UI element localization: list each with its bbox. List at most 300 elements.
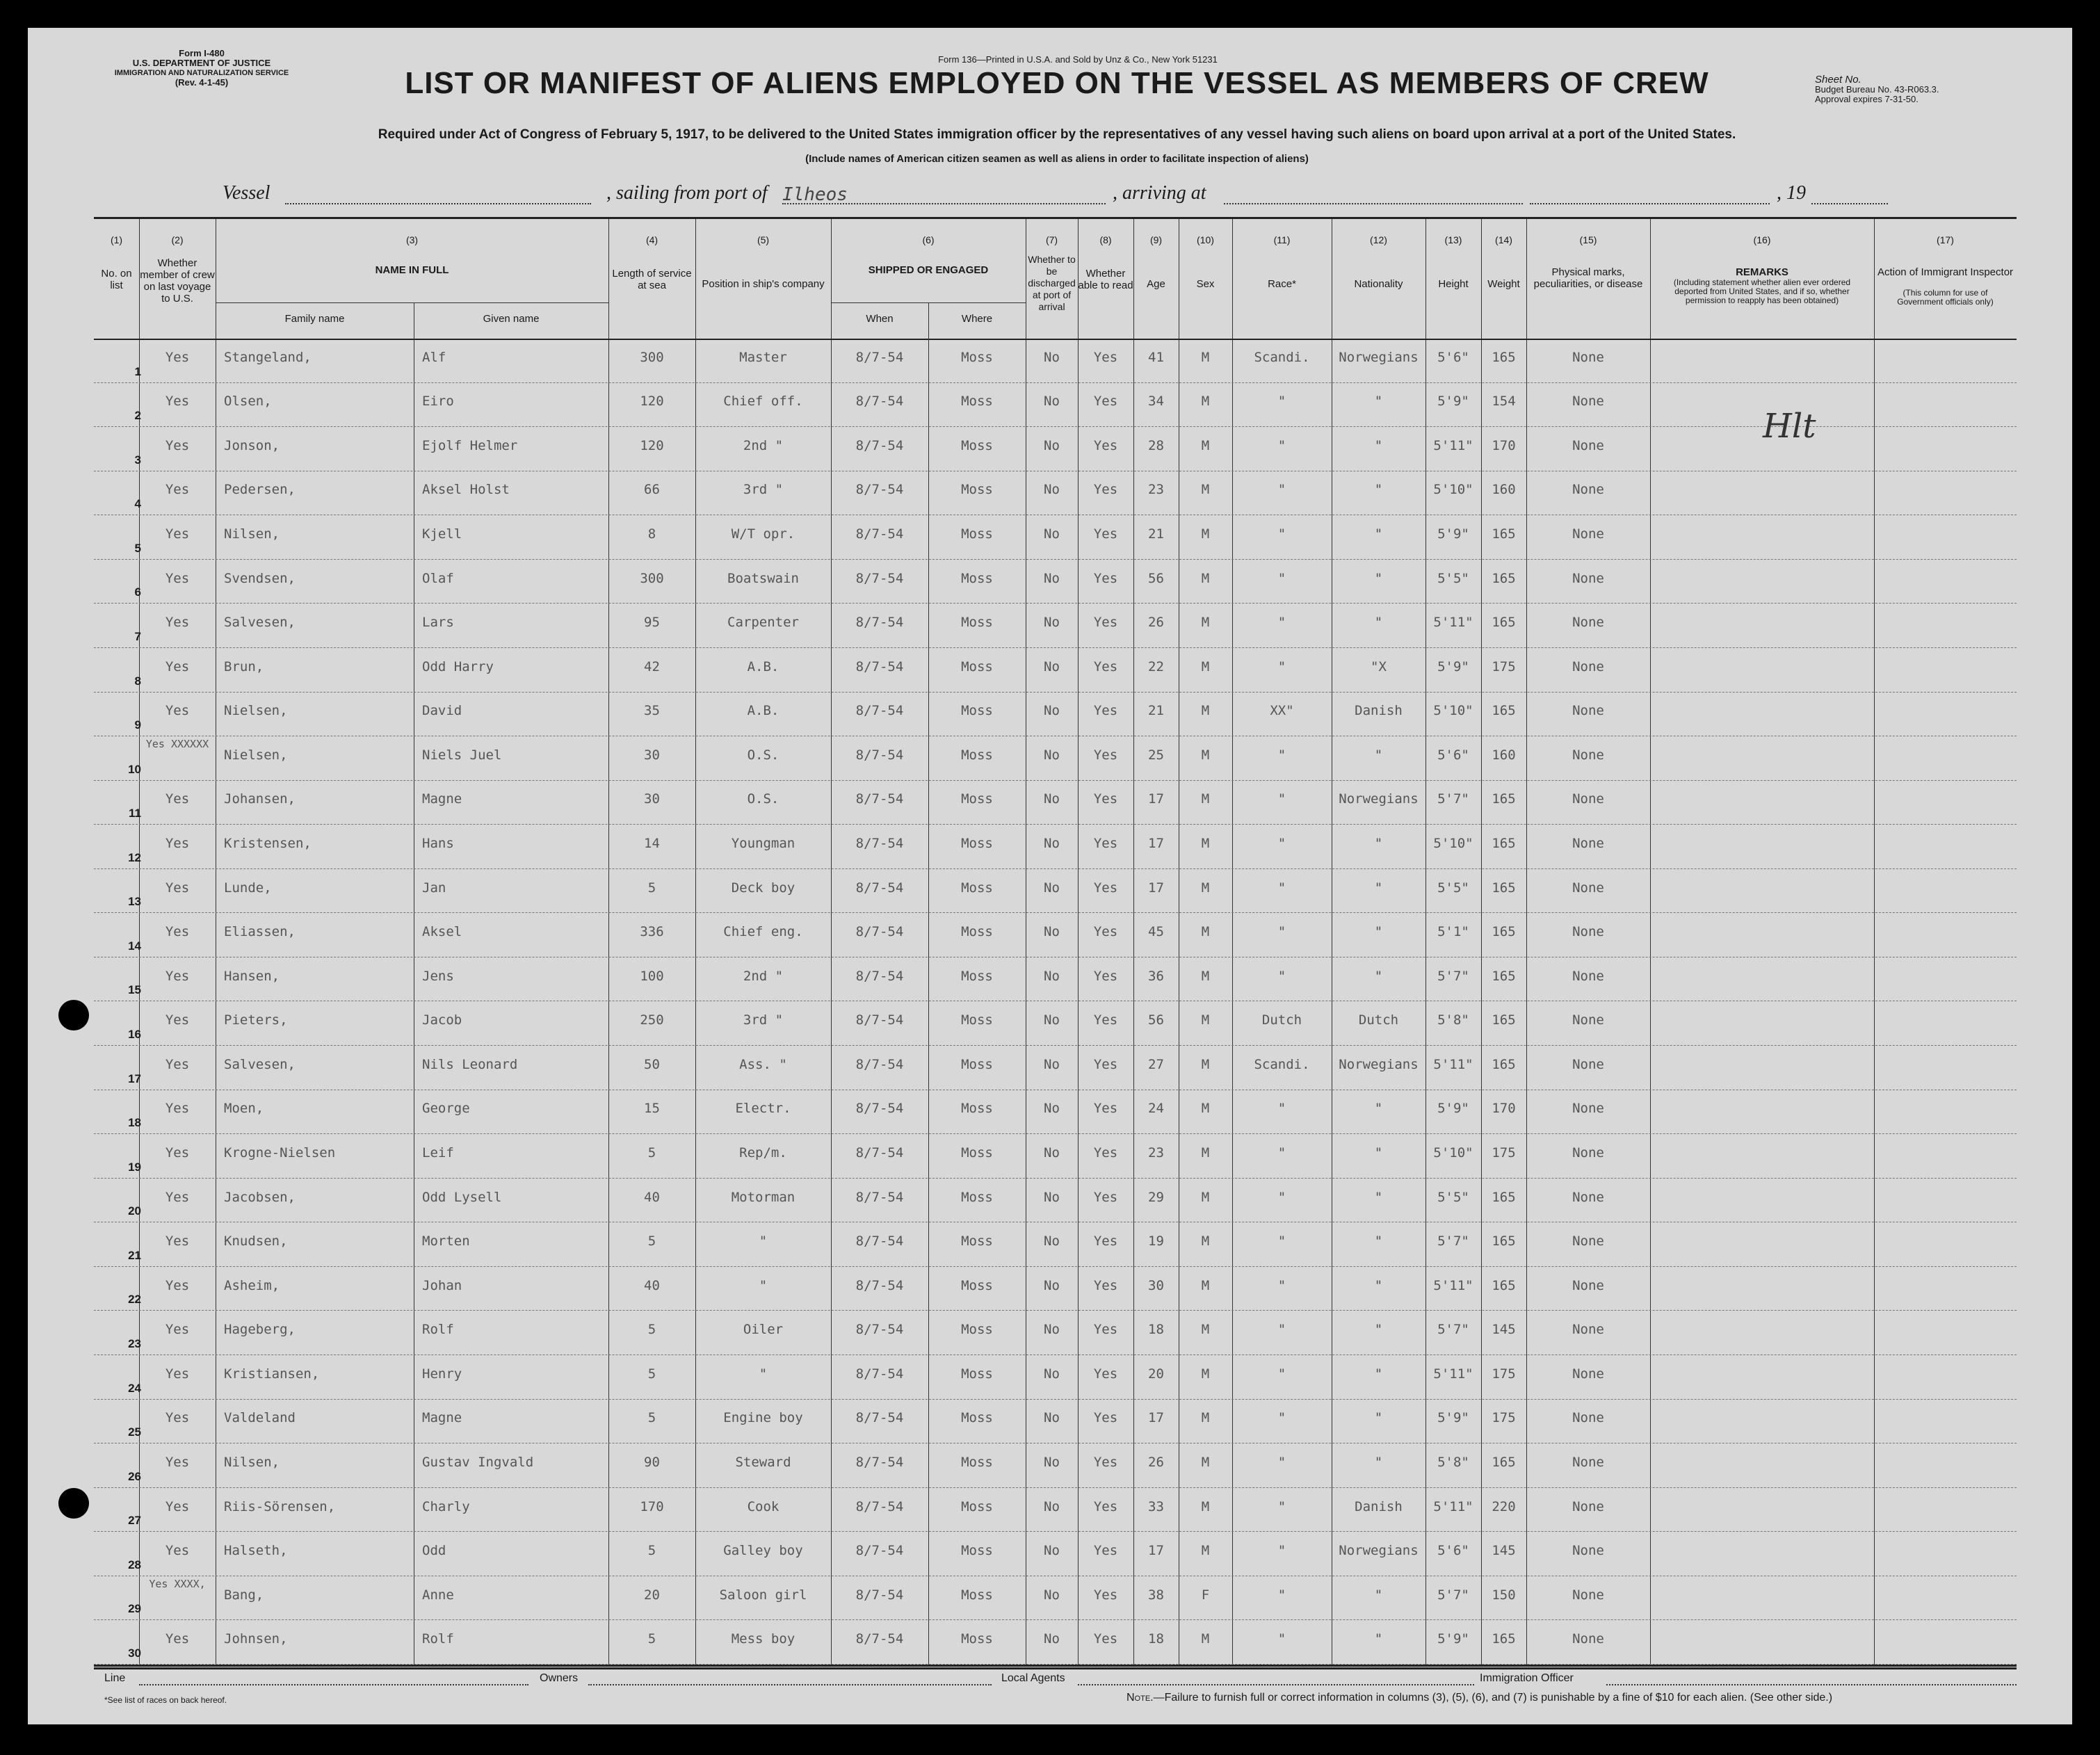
service-cell: 100: [640, 968, 664, 984]
marks-cell: None: [1572, 394, 1604, 410]
given-name-cell: Kjell: [422, 526, 462, 542]
service-cell: 300: [640, 570, 664, 586]
marks-cell: None: [1572, 880, 1604, 896]
read-cell: Yes: [1093, 1454, 1118, 1470]
nationality-cell: ": [1374, 1366, 1383, 1382]
race-cell: ": [1277, 526, 1286, 542]
read-cell: Yes: [1093, 1145, 1118, 1160]
family-name-cell: Nielsen,: [224, 747, 288, 763]
read-cell: Yes: [1093, 1543, 1118, 1559]
position-cell: Engine boy: [723, 1410, 803, 1426]
column-number-c14: (14): [1495, 234, 1512, 245]
marks-cell: None: [1572, 968, 1604, 984]
prev-voyage-cell: Yes: [165, 1410, 190, 1426]
height-cell: 5'10": [1433, 836, 1473, 851]
footer-rule: [94, 1667, 2017, 1669]
column-header-race: Race*: [1268, 278, 1296, 290]
table-row: [94, 1179, 2017, 1223]
position-cell: Galley boy: [723, 1543, 803, 1559]
read-cell: Yes: [1093, 1189, 1118, 1205]
age-cell: 17: [1148, 836, 1164, 851]
race-cell: ": [1277, 791, 1286, 807]
nationality-cell: ": [1374, 1101, 1383, 1117]
service-cell: 66: [644, 482, 660, 498]
footer-owners-field: [588, 1684, 992, 1685]
marks-cell: None: [1572, 349, 1604, 365]
row-number: 11: [129, 807, 141, 820]
marks-cell: None: [1572, 658, 1604, 674]
family-name-cell: Salvesen,: [224, 1056, 296, 1072]
race-cell: ": [1277, 968, 1286, 984]
age-cell: 21: [1148, 703, 1164, 719]
shipped-when-cell: 8/7-54: [855, 526, 904, 542]
row-number: 13: [128, 895, 141, 909]
position-cell: 2nd ": [743, 437, 784, 453]
weight-cell: 145: [1492, 1322, 1516, 1338]
read-cell: Yes: [1093, 349, 1118, 365]
row-number: 27: [128, 1514, 141, 1528]
read-cell: Yes: [1093, 1587, 1118, 1603]
nationality-cell: ": [1374, 747, 1383, 763]
sheet-number: Sheet No.: [1815, 74, 1861, 86]
nationality-cell: ": [1374, 482, 1383, 498]
arriving-label: , arriving at: [1113, 182, 1206, 204]
discharge-cell: No: [1044, 482, 1060, 498]
sailing-label: , sailing from port of: [606, 182, 768, 204]
prev-voyage-cell: Yes: [165, 1101, 190, 1117]
nationality-cell: Danish: [1355, 703, 1403, 719]
sex-cell: M: [1201, 880, 1210, 896]
nationality-cell: Norwegians: [1339, 791, 1419, 807]
shipped-where-cell: Moss: [961, 1543, 993, 1559]
shipped-where-cell: Moss: [961, 924, 993, 940]
row-number: 28: [128, 1558, 141, 1571]
discharge-cell: No: [1044, 1410, 1060, 1426]
age-cell: 27: [1148, 1056, 1164, 1072]
race-cell: ": [1277, 1145, 1286, 1160]
marks-cell: None: [1572, 1366, 1604, 1382]
read-cell: Yes: [1093, 1631, 1118, 1647]
row-number: 24: [128, 1381, 141, 1395]
height-cell: 5'11": [1433, 437, 1473, 453]
shipped-where-cell: Moss: [961, 1366, 993, 1382]
height-cell: 5'7": [1437, 968, 1469, 984]
age-cell: 17: [1148, 791, 1164, 807]
service-cell: 120: [640, 394, 664, 410]
weight-cell: 175: [1492, 1410, 1516, 1426]
position-cell: 3rd ": [743, 1012, 784, 1028]
shipped-when-cell: 8/7-54: [855, 437, 904, 453]
weight-cell: 165: [1492, 924, 1516, 940]
service-cell: 95: [644, 615, 660, 631]
prev-voyage-cell: Yes: [165, 658, 190, 674]
discharge-cell: No: [1044, 1543, 1060, 1559]
given-name-cell: Lars: [422, 615, 454, 631]
height-cell: 5'9": [1437, 526, 1469, 542]
column-header-service: Length of service at sea: [612, 268, 692, 291]
column-header-age: Age: [1147, 278, 1165, 290]
shipped-when-cell: 8/7-54: [855, 1631, 904, 1647]
shipped-where-cell: Moss: [961, 615, 993, 631]
shipped-when-cell: 8/7-54: [855, 615, 904, 631]
footer-line-field: [139, 1684, 528, 1685]
age-cell: 38: [1148, 1587, 1164, 1603]
table-row: [94, 471, 2017, 516]
weight-cell: 165: [1492, 526, 1516, 542]
weight-cell: 165: [1492, 1454, 1516, 1470]
read-cell: Yes: [1093, 526, 1118, 542]
nationality-cell: ": [1374, 615, 1383, 631]
sex-cell: M: [1201, 1322, 1210, 1338]
family-name-cell: Nilsen,: [224, 1454, 280, 1470]
shipped-where-cell: Moss: [961, 1498, 993, 1514]
nationality-cell: Norwegians: [1339, 1543, 1419, 1559]
family-name-cell: Halseth,: [224, 1543, 288, 1559]
sex-cell: M: [1201, 526, 1210, 542]
shipped-where-cell: Moss: [961, 482, 993, 498]
family-name-cell: Johnsen,: [224, 1631, 288, 1647]
given-name-cell: Johan: [422, 1277, 462, 1293]
age-cell: 20: [1148, 1366, 1164, 1382]
position-cell: Ass. ": [739, 1056, 787, 1072]
budget-bureau: Budget Bureau No. 43-R063.3.: [1815, 84, 1939, 95]
given-name-cell: Eiro: [422, 394, 454, 410]
sheet-info: [1815, 75, 2051, 104]
prev-voyage-cell: Yes: [165, 1498, 190, 1514]
sex-cell: M: [1201, 615, 1210, 631]
age-cell: 45: [1148, 924, 1164, 940]
table-row: [94, 869, 2017, 914]
table-row: [94, 515, 2017, 560]
column-number-c11: (11): [1273, 234, 1291, 245]
shipped-when-cell: 8/7-54: [855, 570, 904, 586]
marks-cell: None: [1572, 1145, 1604, 1160]
height-cell: 5'5": [1437, 1189, 1469, 1205]
given-name-cell: Jacob: [422, 1012, 462, 1028]
column-number-c13: (13): [1444, 234, 1462, 245]
prev-voyage-cell: Yes: [165, 526, 190, 542]
marks-cell: None: [1572, 703, 1604, 719]
nationality-cell: ": [1374, 437, 1383, 453]
discharge-cell: No: [1044, 924, 1060, 940]
given-name-cell: Aksel Holst: [422, 482, 510, 498]
service-cell: 5: [647, 1366, 656, 1382]
marks-cell: None: [1572, 924, 1604, 940]
row-number: 25: [128, 1425, 141, 1439]
sex-cell: M: [1201, 437, 1210, 453]
column-header-family-name: Family name: [284, 313, 345, 325]
row-number: 23: [128, 1337, 141, 1351]
height-cell: 5'8": [1437, 1454, 1469, 1470]
service-cell: 40: [644, 1277, 660, 1293]
service-cell: 120: [640, 437, 664, 453]
discharge-cell: No: [1044, 1587, 1060, 1603]
family-name-cell: Pedersen,: [224, 482, 296, 498]
column-header-no: No. on list: [101, 268, 132, 291]
row-number: 17: [128, 1071, 141, 1085]
row-number: 7: [134, 629, 141, 643]
weight-cell: 170: [1492, 437, 1516, 453]
table-row: [94, 648, 2017, 693]
row-number: 18: [128, 1116, 141, 1130]
race-cell: ": [1277, 1587, 1286, 1603]
shipped-when-cell: 8/7-54: [855, 1543, 904, 1559]
column-header-given-name: Given name: [483, 313, 540, 325]
family-name-cell: Eliassen,: [224, 924, 296, 940]
discharge-cell: No: [1044, 791, 1060, 807]
read-cell: Yes: [1093, 747, 1118, 763]
service-cell: 90: [644, 1454, 660, 1470]
form-number: Form I-480: [179, 48, 225, 58]
weight-cell: 165: [1492, 1631, 1516, 1647]
service-cell: 336: [640, 924, 664, 940]
marks-cell: None: [1572, 1322, 1604, 1338]
sex-cell: M: [1201, 1410, 1210, 1426]
age-cell: 29: [1148, 1189, 1164, 1205]
given-name-cell: Magne: [422, 1410, 462, 1426]
shipped-when-cell: 8/7-54: [855, 658, 904, 674]
family-name-cell: Jonson,: [224, 437, 280, 453]
prev-voyage-cell: Yes: [165, 394, 190, 410]
race-cell: ": [1277, 1454, 1286, 1470]
shipped-where-cell: Moss: [961, 658, 993, 674]
marks-cell: None: [1572, 1498, 1604, 1514]
subnote: (Include names of American citizen seamen as well as aliens in order to facilitate inspection of aliens): [805, 153, 1309, 165]
race-cell: XX": [1270, 703, 1294, 719]
shipped-where-cell: Moss: [961, 1631, 993, 1647]
table-row: [94, 560, 2017, 604]
row-number: 5: [134, 541, 141, 555]
given-name-cell: Odd Harry: [422, 658, 494, 674]
height-cell: 5'6": [1437, 747, 1469, 763]
table-row: [94, 383, 2017, 428]
column-header-nationality: Nationality: [1354, 278, 1403, 290]
prev-voyage-cell: Yes XXXXXX: [145, 738, 209, 751]
service-cell: 250: [640, 1012, 664, 1028]
nationality-cell: ": [1374, 1631, 1383, 1647]
punch-hole: [58, 1000, 89, 1030]
prev-voyage-cell: Yes: [165, 570, 190, 586]
shipped-when-cell: 8/7-54: [855, 1454, 904, 1470]
column-header-previous-voyage: Whether member of crew on last voyage to U.S.: [140, 257, 215, 305]
read-cell: Yes: [1093, 1101, 1118, 1117]
shipped-where-cell: Moss: [961, 349, 993, 365]
family-name-cell: Salvesen,: [224, 615, 296, 631]
position-cell: Cook: [747, 1498, 780, 1514]
position-cell: Electr.: [735, 1101, 791, 1117]
column-header-inspector-note: (This column for use of Government officials only): [1897, 288, 1994, 307]
race-cell: ": [1277, 1498, 1286, 1514]
height-cell: 5'5": [1437, 570, 1469, 586]
prev-voyage-cell: Yes: [165, 924, 190, 940]
height-cell: 5'9": [1437, 1631, 1469, 1647]
shipped-when-cell: 8/7-54: [855, 394, 904, 410]
shipped-where-cell: Moss: [961, 570, 993, 586]
shipped-when-cell: 8/7-54: [855, 1277, 904, 1293]
note-text: —Failure to furnish full or correct information in columns (3), (5), (6), and (7) is punishable by a fine of $10 for each alien. (See other side.): [1153, 1692, 1833, 1704]
discharge-cell: No: [1044, 1366, 1060, 1382]
position-cell: Mess boy: [731, 1631, 795, 1647]
prev-voyage-cell: Yes: [165, 615, 190, 631]
prev-voyage-cell: Yes: [165, 482, 190, 498]
weight-cell: 170: [1492, 1101, 1516, 1117]
service-cell: 20: [644, 1587, 660, 1603]
race-cell: ": [1277, 1366, 1286, 1382]
sailing-port-value: Ilheos: [782, 184, 848, 205]
shipped-where-cell: Moss: [961, 437, 993, 453]
marks-cell: None: [1572, 1410, 1604, 1426]
column-number-c4: (4): [645, 234, 659, 245]
race-cell: ": [1277, 1189, 1286, 1205]
sex-cell: M: [1201, 1056, 1210, 1072]
height-cell: 5'9": [1437, 1410, 1469, 1426]
row-number: 9: [134, 718, 141, 732]
table-row: [94, 913, 2017, 957]
column-number-c16: (16): [1753, 234, 1771, 245]
age-cell: 17: [1148, 1543, 1164, 1559]
nationality-cell: ": [1374, 1234, 1383, 1249]
weight-cell: 150: [1492, 1587, 1516, 1603]
sex-cell: M: [1201, 349, 1210, 365]
family-name-cell: Svendsen,: [224, 570, 296, 586]
weight-cell: 165: [1492, 349, 1516, 365]
family-name-cell: Nielsen,: [224, 703, 288, 719]
subheader-rule: [216, 302, 608, 303]
read-cell: Yes: [1093, 791, 1118, 807]
vessel-label: Vessel: [223, 182, 270, 204]
race-cell: ": [1277, 1322, 1286, 1338]
discharge-cell: No: [1044, 968, 1060, 984]
height-cell: 5'10": [1433, 482, 1473, 498]
given-name-cell: Jan: [422, 880, 446, 896]
age-cell: 56: [1148, 570, 1164, 586]
given-name-cell: Rolf: [422, 1322, 454, 1338]
weight-cell: 145: [1492, 1543, 1516, 1559]
family-name-cell: Hageberg,: [224, 1322, 296, 1338]
arriving-field-line: [1224, 203, 1523, 204]
race-cell: ": [1277, 658, 1286, 674]
race-cell: ": [1277, 836, 1286, 851]
table-row: [94, 1222, 2017, 1267]
shipped-where-cell: Moss: [961, 394, 993, 410]
family-name-cell: Jacobsen,: [224, 1189, 296, 1205]
height-cell: 5'11": [1433, 1277, 1473, 1293]
position-cell: Motorman: [731, 1189, 795, 1205]
prev-voyage-cell: Yes: [165, 880, 190, 896]
given-name-cell: Alf: [422, 349, 446, 365]
discharge-cell: No: [1044, 658, 1060, 674]
age-cell: 26: [1148, 1454, 1164, 1470]
table-row: [94, 339, 2017, 383]
weight-cell: 165: [1492, 1189, 1516, 1205]
discharge-cell: No: [1044, 1101, 1060, 1117]
discharge-cell: No: [1044, 1056, 1060, 1072]
prev-voyage-cell: Yes: [165, 968, 190, 984]
shipped-where-cell: Moss: [961, 1322, 993, 1338]
row-number: 21: [128, 1248, 141, 1262]
nationality-cell: ": [1374, 1145, 1383, 1160]
position-cell: ": [759, 1277, 768, 1293]
marks-cell: None: [1572, 836, 1604, 851]
service-cell: 35: [644, 703, 660, 719]
shipped-where-cell: Moss: [961, 1234, 993, 1249]
weight-cell: 165: [1492, 615, 1516, 631]
given-name-cell: Odd Lysell: [422, 1189, 502, 1205]
weight-cell: 165: [1492, 570, 1516, 586]
given-name-cell: Rolf: [422, 1631, 454, 1647]
position-cell: Deck boy: [731, 880, 795, 896]
sex-cell: M: [1201, 1234, 1210, 1249]
read-cell: Yes: [1093, 658, 1118, 674]
sex-cell: M: [1201, 394, 1210, 410]
family-name-cell: Knudsen,: [224, 1234, 288, 1249]
sex-cell: M: [1201, 1498, 1210, 1514]
prev-voyage-cell: Yes: [165, 349, 190, 365]
sex-cell: M: [1201, 1101, 1210, 1117]
marks-cell: None: [1572, 1189, 1604, 1205]
shipped-where-cell: Moss: [961, 1145, 993, 1160]
race-cell: ": [1277, 1234, 1286, 1249]
discharge-cell: No: [1044, 1322, 1060, 1338]
column-header-shipped: SHIPPED OR ENGAGED: [868, 264, 989, 276]
nationality-cell: ": [1374, 1322, 1383, 1338]
family-name-cell: Riis-Sörensen,: [224, 1498, 336, 1514]
prev-voyage-cell: Yes: [165, 1366, 190, 1382]
given-name-cell: Odd: [422, 1543, 446, 1559]
race-cell: ": [1277, 1277, 1286, 1293]
discharge-cell: No: [1044, 747, 1060, 763]
service-cell: 50: [644, 1056, 660, 1072]
given-name-cell: Morten: [422, 1234, 470, 1249]
race-cell: ": [1277, 570, 1286, 586]
row-number: 22: [128, 1293, 141, 1307]
weight-cell: 154: [1492, 394, 1516, 410]
age-cell: 17: [1148, 1410, 1164, 1426]
marks-cell: None: [1572, 1631, 1604, 1647]
read-cell: Yes: [1093, 482, 1118, 498]
weight-cell: 175: [1492, 658, 1516, 674]
column-number-c15: (15): [1579, 234, 1597, 245]
column-number-c17: (17): [1937, 234, 1954, 245]
age-cell: 18: [1148, 1631, 1164, 1647]
height-cell: 5'7": [1437, 1587, 1469, 1603]
sex-cell: M: [1201, 1366, 1210, 1382]
family-name-cell: Kristiansen,: [224, 1366, 320, 1382]
height-cell: 5'1": [1437, 924, 1469, 940]
department: U.S. DEPARTMENT OF JUSTICE: [132, 58, 271, 68]
marks-cell: None: [1572, 1587, 1604, 1603]
shipped-where-cell: Moss: [961, 968, 993, 984]
age-cell: 17: [1148, 880, 1164, 896]
service-cell: 30: [644, 791, 660, 807]
footer-owners-label: Owners: [540, 1672, 579, 1684]
row-number: 8: [134, 674, 141, 688]
shipped-when-cell: 8/7-54: [855, 1101, 904, 1117]
footer-line-label: Line: [104, 1672, 126, 1684]
weight-cell: 165: [1492, 703, 1516, 719]
shipped-when-cell: 8/7-54: [855, 747, 904, 763]
nationality-cell: Danish: [1355, 1498, 1403, 1514]
prev-voyage-cell: Yes: [165, 1145, 190, 1160]
service-cell: 300: [640, 349, 664, 365]
nationality-cell: ": [1374, 1410, 1383, 1426]
column-header-where: Where: [961, 313, 993, 325]
height-cell: 5'8": [1437, 1012, 1469, 1028]
year-field-line: [1811, 203, 1888, 204]
race-cell: ": [1277, 1631, 1286, 1647]
shipped-when-cell: 8/7-54: [855, 1322, 904, 1338]
given-name-cell: Olaf: [422, 570, 454, 586]
